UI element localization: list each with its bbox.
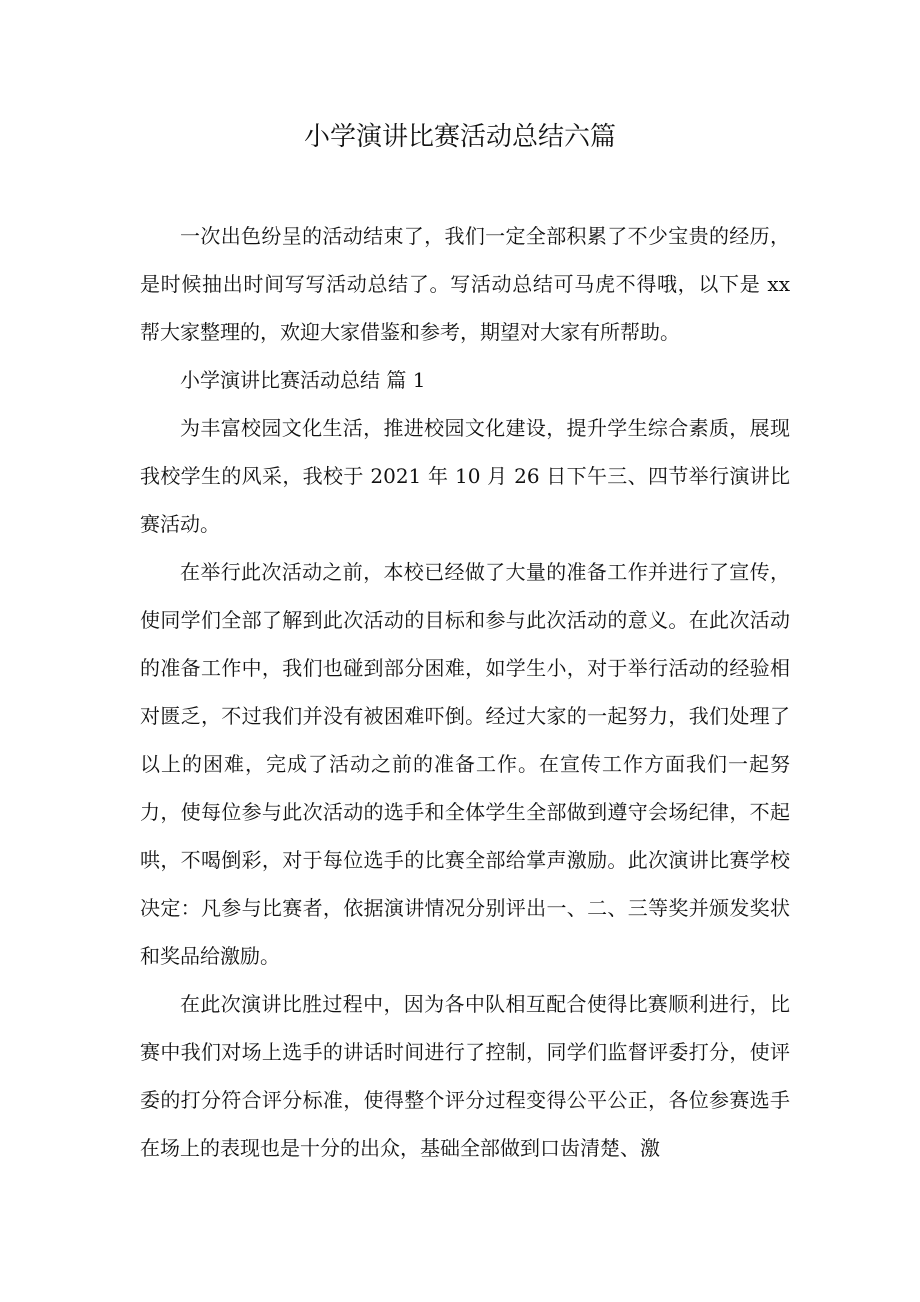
body-paragraph: 在此次演讲比胜过程中，因为各中队相互配合使得比赛顺利进行，比赛中我们对场上选手的讲话时间进行了控制，同学们监督评委打分，使评委的打分符合评分标准，使得整个评分过程变得公平公正，各位参赛选手在场上的表现也是十分的出众，基础全部做到口齿清楚、激 (140, 992, 790, 1160)
body-paragraph: 在举行此次活动之前，本校已经做了大量的准备工作并进行了宣传，使同学们全部了解到此次活动的目标和参与此次活动的意义。在此次活动的准备工作中，我们也碰到部分困难，如学生小，对于举行活动的经验相对匮乏，不过我们并没有被困难吓倒。经过大家的一起努力，我们处理了以上的困难，完成了活动之前的准备工作。在宣传工作方面我们一起努力，使每位参与此次活动的选手和全体学生全部做到遵守会场纪律，不起哄，不喝倒彩，对于每位选手的比赛全部给掌声激励。此次演讲比赛学校决定：凡参与比赛者，依据演讲情况分别评出一、二、三等奖并颁发奖状和奖品给激励。 (140, 560, 790, 968)
body-paragraph: 为丰富校园文化生活，推进校园文化建设，提升学生综合素质，展现我校学生的风采，我校于 2021 年 10 月 26 日下午三、四节举行演讲比赛活动。 (140, 416, 790, 536)
intro-paragraph: 一次出色纷呈的活动结束了，我们一定全部积累了不少宝贵的经历，是时候抽出时间写写活动总结了。写活动总结可马虎不得哦，以下是 xx 帮大家整理的，欢迎大家借鉴和参考，期望对大家有所帮助。 (140, 224, 790, 344)
document-body (140, 212, 790, 1172)
document-title: 小学演讲比赛活动总结六篇 (303, 122, 616, 152)
section-heading: 小学演讲比赛活动总结 篇 1 (180, 368, 426, 392)
